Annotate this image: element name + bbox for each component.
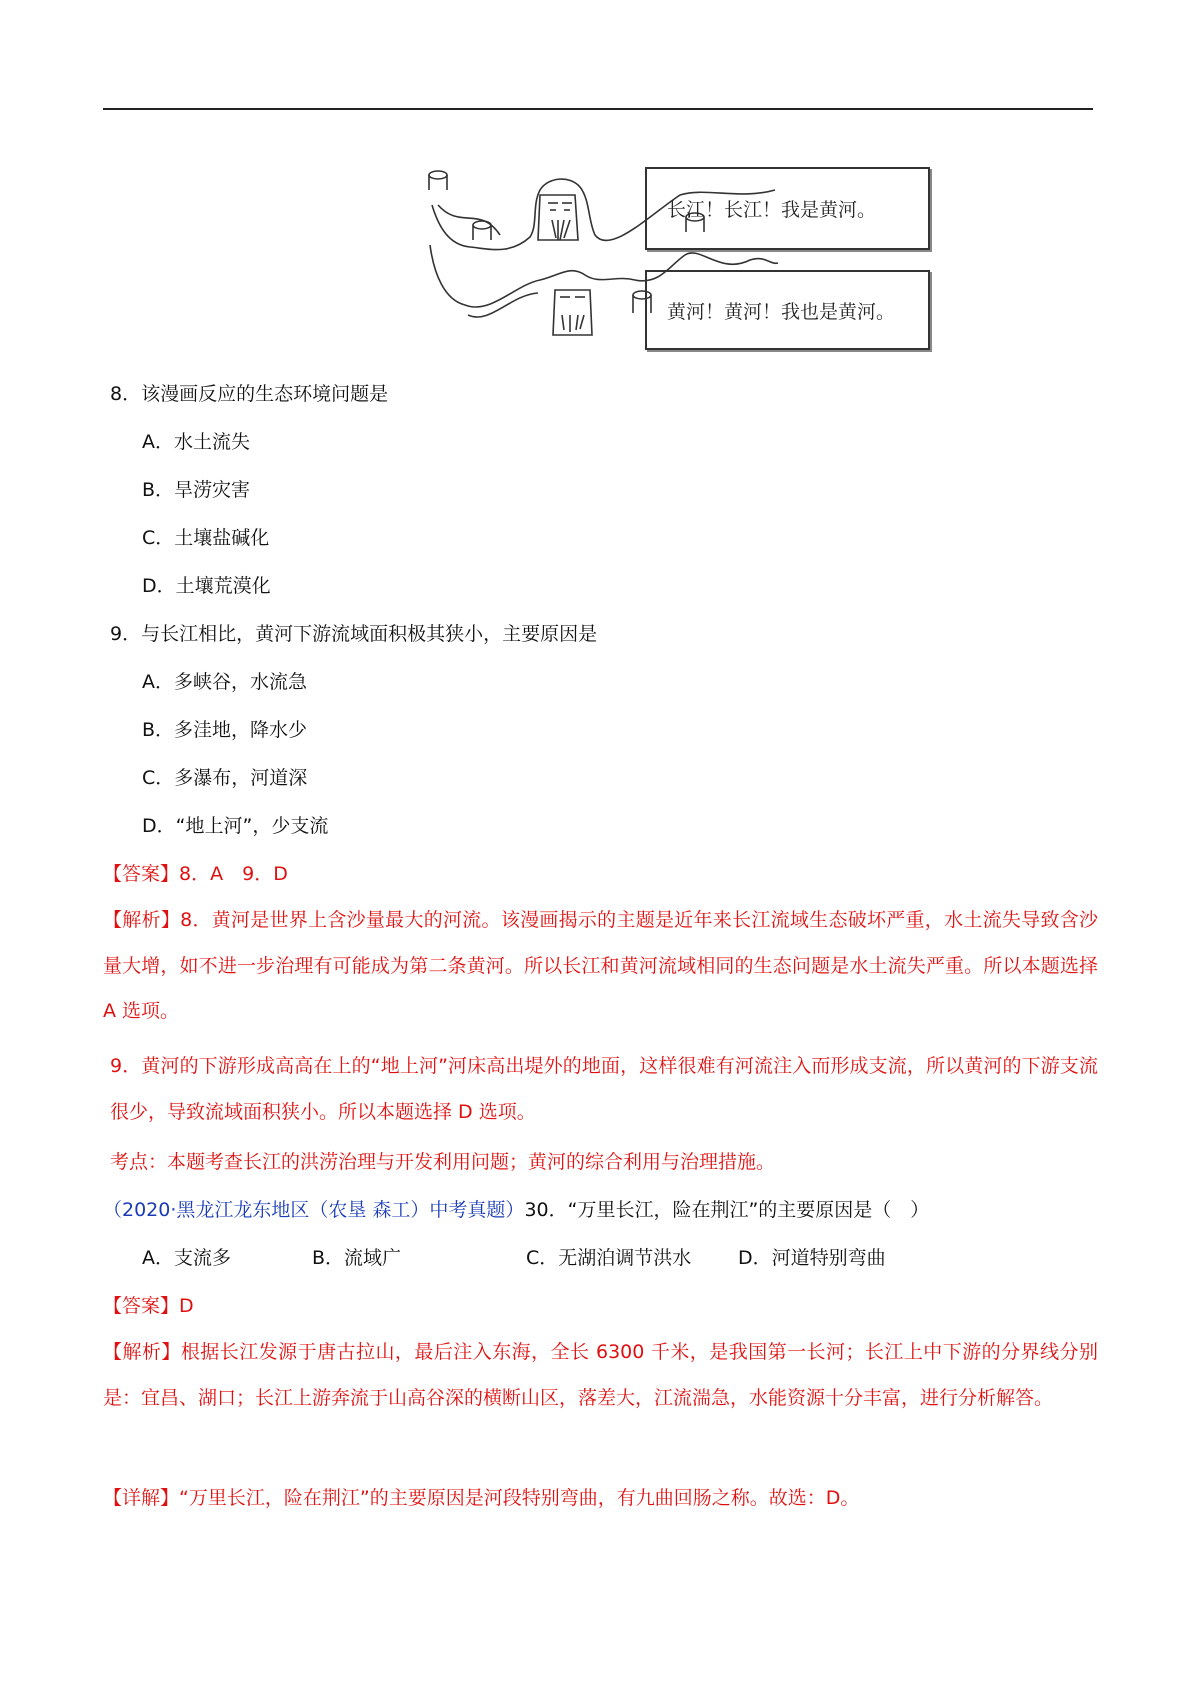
header-rule <box>103 108 1093 110</box>
analysis-tag: 【解析】 <box>103 909 181 931</box>
q30-option-a: A．支流多 <box>142 1247 231 1269</box>
q30-option-c: C．无湖泊调节洪水 <box>526 1247 692 1269</box>
speech-bubble-lower <box>645 270 930 350</box>
analysis-block-1 <box>103 898 1098 1035</box>
q9-stem: 9．与长江相比，黄河下游流域面积极其狭小，主要原因是 <box>110 623 598 645</box>
q8-option-c: C．土壤盐碱化 <box>142 527 270 549</box>
answer-text: 8．A 9．D <box>179 863 288 885</box>
q30-option-b: B．流域广 <box>312 1247 402 1269</box>
speech-bubble-upper <box>645 167 930 250</box>
analysis-block-2: 9．黄河的下游形成高高在上的“地上河”河床高出堤外的地面，这样很难有河流注入而形成支流，所以黄河的下游支流很少，导致流域面积狭小。所以本题选择 D 选项。 <box>110 1055 1098 1123</box>
answer-block-1 <box>103 861 288 887</box>
q8-option-b: B．旱涝灾害 <box>142 479 251 501</box>
q30-stem-line <box>103 1197 929 1223</box>
q9-option-c: C．多瀑布，河道深 <box>142 767 308 789</box>
analysis-text: 8．黄河是世界上含沙量最大的河流。该漫画揭示的主题是近年来长江流域生态破坏严重，水土流失导致含沙量大增，如不进一步治理有可能成为第二条黄河。所以长江和黄河流域相同的生态问题是水土流失严重。所以本题选择 A 选项。 <box>103 909 1098 1022</box>
q30-stem: 30．“万里长江，险在荆江”的主要原因是（ ） <box>524 1199 930 1221</box>
detail-block <box>103 1485 859 1511</box>
detail-tag: 【详解】 <box>103 1487 180 1509</box>
analysis-text-3: 根据长江发源于唐古拉山，最后注入东海，全长 6300 千米，是我国第一长河；长江上中下游的分界线分别是：宜昌、湖口；长江上游奔流于山高谷深的横断山区，落差大，江流湍急，水能资源十分丰富，进行分析解答。 <box>103 1341 1098 1409</box>
detail-text: “万里长江，险在荆江”的主要原因是河段特别弯曲，有九曲回肠之称。故选：D。 <box>179 1487 860 1509</box>
q9-option-d: D．“地上河”，少支流 <box>142 815 329 837</box>
speech-bubble-lower-text: 黄河！黄河！我也是黄河。 <box>667 300 896 323</box>
analysis-block-3 <box>103 1330 1098 1421</box>
q8-option-a: A．水土流失 <box>142 431 250 453</box>
q30-option-d: D．河道特别弯曲 <box>738 1247 886 1269</box>
speech-bubble-upper-text: 长江！长江！我是黄河。 <box>667 199 877 221</box>
answer-text-2: D <box>179 1295 194 1317</box>
q8-stem: 8．该漫画反应的生态环境问题是 <box>110 383 389 405</box>
kaodian-line: 考点：本题考查长江的洪涝治理与开发利用问题；黄河的综合利用与治理措施。 <box>110 1151 776 1173</box>
answer-block-2 <box>103 1293 194 1319</box>
q30-source: （2020·黑龙江龙东地区（农垦 森工）中考真题） <box>103 1199 525 1221</box>
answer-tag-2: 【答案】 <box>103 1295 180 1317</box>
q9-option-a: A．多峡谷，水流急 <box>142 671 307 693</box>
answer-tag: 【答案】 <box>103 863 180 885</box>
analysis-tag-3: 【解析】 <box>103 1341 181 1363</box>
q8-option-d: D．土壤荒漠化 <box>142 575 271 597</box>
q30-options-row <box>142 1245 942 1271</box>
q9-option-b: B．多洼地，降水少 <box>142 719 308 741</box>
